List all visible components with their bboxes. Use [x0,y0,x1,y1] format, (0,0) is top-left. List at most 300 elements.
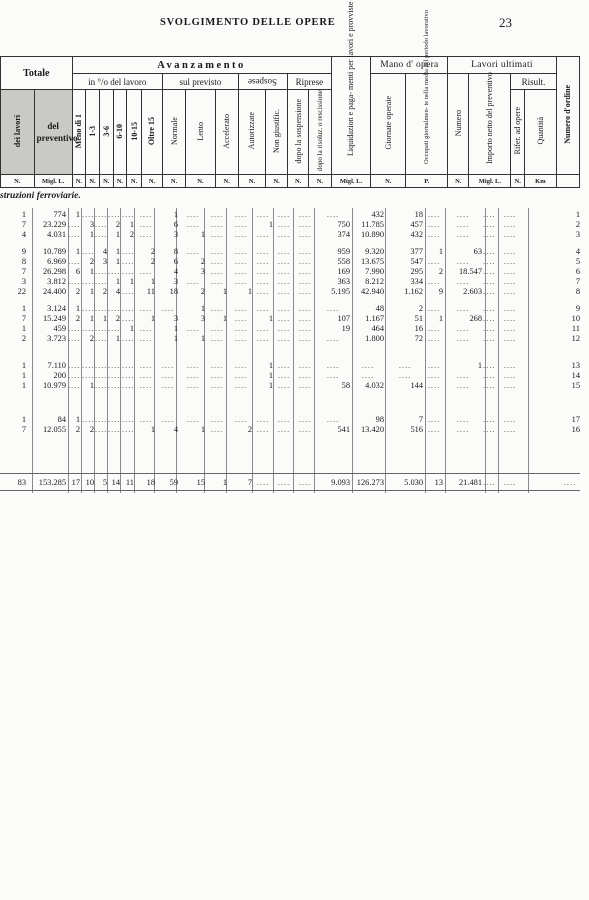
cell-imp: .... [456,415,470,424]
cell-p4: 1 [115,257,120,266]
cell-p1: .... [68,230,81,239]
cell-rif: .... [483,334,496,343]
cell-p2: 2 [89,425,94,434]
cell-rr: .... [298,324,312,333]
cell-ng: .... [256,230,270,239]
cell-occ: 72 [414,334,423,343]
cell-p5: .... [122,257,135,266]
cell-p2: .... [82,324,95,333]
unit-cell: N. [215,175,238,188]
col-autorizzate: Autorizzate [238,90,265,175]
unit-cell: Migl. L. [34,175,72,188]
col-normale: Normale [163,90,186,175]
cell-p6: 1 [150,425,155,434]
cell-aut: .... [234,334,248,343]
cell-p5: .... [122,425,135,434]
unit-cell [556,175,579,188]
cell-liq: 5.195 [331,287,350,296]
cell-occ: 18 [414,210,423,219]
cell-p5: .... [122,334,135,343]
cell-ng: .... [256,425,270,434]
cell-occ: 51 [414,314,423,323]
cell-lento: .... [186,210,200,219]
col-liquidazion: Liquidazion e paga- menti per lavori e provviste [331,57,371,175]
cell-acc: .... [210,257,224,266]
totals-rule [0,490,580,491]
cell-rif: .... [483,425,496,434]
cell-p3: .... [95,267,108,276]
col-group-avanzamento: Avanzamento [72,57,331,74]
cell-norm: 3 [173,314,178,323]
cell-p3: 2 [102,287,107,296]
cell-occ: 7 [418,415,423,424]
cell-aut: .... [234,220,248,229]
cell-ng: .... [256,478,270,487]
cell-gio: 48 [375,304,384,313]
cell-p2: .... [82,210,95,219]
col-rifer-ad-opere: Rifer. ad opere [511,90,525,175]
cell-num: .... [427,371,441,380]
cell-gio: 8.212 [365,277,384,286]
cell-n: 3 [21,277,26,286]
cell-ord: 11 [571,324,580,333]
cell-lento: .... [186,277,200,286]
col-dopo-sospensione: dopo la sospensione [288,90,309,175]
cell-liq: 750 [337,220,350,229]
cell-p6: 2 [150,247,155,256]
cell-p6: .... [139,334,153,343]
cell-p4: .... [108,415,121,424]
cell-gio: 42.940 [360,287,384,296]
cell-aut: 1 [247,287,252,296]
cell-occ: .... [398,361,412,370]
cell-imp: 21.481 [458,478,482,487]
col-dei-lavori: dei lavori [1,90,35,175]
totals-line [0,478,580,488]
cell-rs: .... [277,247,291,256]
cell-p5: .... [122,287,135,296]
table-row [0,267,580,277]
col-quantita: Quantità [525,90,557,175]
cell-aut: .... [234,267,248,276]
cell-p1: 1 [75,415,80,424]
cell-p3: .... [95,371,108,380]
cell-rr: .... [298,425,312,434]
col-group-riprese: Riprese [288,74,331,90]
cell-aut: 7 [247,478,252,487]
cell-p4: .... [108,304,121,313]
cell-lento: 15 [196,478,205,487]
cell-p3: .... [95,324,108,333]
cell-p2: 1 [89,381,94,390]
cell-lento: 2 [200,257,205,266]
cell-acc: .... [210,230,224,239]
cell-imp: .... [456,277,470,286]
cell-gio: 13.420 [360,425,384,434]
cell-p2: .... [82,371,95,380]
col-accelerato: Accelerato [215,90,238,175]
cell-acc: .... [210,425,224,434]
cell-gio: 432 [371,210,384,219]
col-6-10: 6-10 [113,90,127,175]
cell-rif: .... [483,247,496,256]
cell-ng: .... [256,334,270,343]
cell-aut: .... [234,314,248,323]
cell-p5: .... [122,415,135,424]
cell-rr: .... [298,210,312,219]
cell-lento: .... [186,324,200,333]
cell-tot: 3.812 [47,277,66,286]
cell-p6: .... [139,371,153,380]
cell-ord: .... [563,478,577,487]
cell-tot: 153.285 [38,478,66,487]
cell-p4: .... [108,267,121,276]
cell-p5: 1 [129,220,134,229]
cell-p3: .... [95,277,108,286]
cell-tot: 200 [53,371,66,380]
cell-norm: 59 [169,478,178,487]
cell-lento: 1 [200,334,205,343]
cell-ord: 16 [571,425,580,434]
cell-liq: 363 [337,277,350,286]
cell-ng: 1 [268,371,273,380]
cell-p1: .... [68,220,81,229]
cell-n: 22 [17,287,26,296]
cell-ord: 8 [575,287,580,296]
cell-p5: 11 [125,478,134,487]
cell-ng: 1 [268,220,273,229]
cell-n: 1 [21,210,26,219]
cell-p3: .... [95,334,108,343]
cell-n: 9 [21,247,26,256]
cell-tot: 84 [57,415,66,424]
cell-liq: 169 [337,267,350,276]
cell-rr: .... [298,277,312,286]
cell-rif: .... [483,324,496,333]
unit-cell: N. [238,175,265,188]
cell-occ: 5.030 [404,478,423,487]
cell-p2: 3 [89,220,94,229]
cell-liq: 558 [337,257,350,266]
page-number: 23 [499,15,512,30]
cell-p3: 5 [102,478,107,487]
cell-p4: .... [108,371,121,380]
cell-tot: 4.031 [47,230,66,239]
cell-p5: .... [122,247,135,256]
cell-p1: 1 [75,210,80,219]
unit-cell: N. [309,175,331,188]
cell-num: .... [427,381,441,390]
cell-p6: .... [139,304,153,313]
cell-qta: .... [503,334,517,343]
cell-norm: 6 [173,257,178,266]
cell-acc: .... [210,381,224,390]
cell-p2: .... [82,277,95,286]
cell-rs: .... [277,361,291,370]
cell-rif: .... [483,230,496,239]
cell-rs: .... [277,304,291,313]
cell-liq: .... [326,415,340,424]
cell-imp: .... [456,230,470,239]
cell-liq: 541 [337,425,350,434]
cell-tot: 15.249 [42,314,66,323]
cell-aut: .... [234,210,248,219]
cell-p5: .... [122,381,135,390]
cell-p3: .... [95,381,108,390]
table-row [0,415,580,425]
cell-norm: 3 [173,230,178,239]
unit-cell: Km [525,175,557,188]
cell-tot: 23.229 [42,220,66,229]
cell-num: .... [427,324,441,333]
cell-rr: .... [298,371,312,380]
cell-ord: 12 [571,334,580,343]
totals-rule [0,473,580,474]
cell-acc: .... [210,415,224,424]
cell-aut: .... [234,324,248,333]
table-row [0,247,580,257]
cell-qta: .... [503,478,517,487]
cell-p6: .... [139,210,153,219]
cell-p4: 4 [115,287,120,296]
cell-p6: 1 [150,277,155,286]
cell-p2: 1 [89,230,94,239]
cell-ng: .... [256,287,270,296]
cell-rs: .... [277,277,291,286]
cell-imp: .... [456,304,470,313]
cell-lento: .... [186,381,200,390]
cell-liq: .... [326,361,340,370]
cell-ng: .... [256,304,270,313]
cell-qta: .... [503,277,517,286]
cell-p4: 1 [115,334,120,343]
cell-p4: .... [108,324,121,333]
cell-tot: 10.979 [42,381,66,390]
cell-ord: 5 [575,257,580,266]
cell-p4: .... [108,210,121,219]
cell-ng: 1 [268,361,273,370]
cell-p6: 2 [150,257,155,266]
cell-rr: .... [298,267,312,276]
cell-gio: 98 [375,415,384,424]
cell-gio: .... [361,371,375,380]
cell-liq: 374 [337,230,350,239]
cell-imp: 1 [477,361,482,370]
cell-aut: .... [234,247,248,256]
table-row [0,425,580,435]
cell-rif: .... [483,287,496,296]
cell-p5: 2 [129,230,134,239]
cell-rif: .... [483,361,496,370]
cell-rif: .... [483,371,496,380]
cell-norm: 8 [173,247,178,256]
unit-cell: N. [127,175,142,188]
cell-occ: 144 [410,381,423,390]
table-row [0,324,580,334]
cell-gio: 7.990 [365,267,384,276]
cell-ng: .... [256,210,270,219]
col-1-3: 1-3 [86,90,100,175]
cell-p4: .... [108,381,121,390]
cell-acc: .... [210,361,224,370]
cell-p5: .... [122,267,135,276]
cell-p5: .... [122,361,135,370]
unit-cell: N. [163,175,186,188]
cell-gio: 1.800 [365,334,384,343]
col-dopo-risoluz: dopo la risoluz. o rescissione [309,90,331,175]
cell-p1: 17 [71,478,80,487]
cell-p2: 1 [89,267,94,276]
cell-aut: .... [234,361,248,370]
cell-p2: 1 [89,287,94,296]
cell-norm: 1 [173,334,178,343]
cell-rs: .... [277,267,291,276]
cell-p1: .... [68,361,81,370]
cell-qta: .... [503,220,517,229]
cell-gio: 464 [371,324,384,333]
cell-p4: 1 [115,230,120,239]
table-row [0,230,580,240]
cell-tot: 6.969 [47,257,66,266]
cell-qta: .... [503,287,517,296]
cell-ng: .... [256,257,270,266]
cell-p1: 2 [75,287,80,296]
cell-imp: 2.603 [463,287,482,296]
cell-rs: .... [277,334,291,343]
cell-p3: .... [95,220,108,229]
cell-rif: .... [483,314,496,323]
cell-n: 4 [21,230,26,239]
cell-ord: 14 [571,371,580,380]
cell-n: 1 [21,415,26,424]
cell-rs: .... [277,415,291,424]
cell-tot: 3.723 [47,334,66,343]
cell-rs: .... [277,381,291,390]
cell-p2: .... [82,415,95,424]
cell-gio: .... [361,361,375,370]
cell-n: 1 [21,381,26,390]
cell-rs: .... [277,324,291,333]
cell-qta: .... [503,371,517,380]
cell-norm: .... [161,371,175,380]
cell-p1: 6 [75,267,80,276]
cell-ng: .... [256,415,270,424]
cell-ng: .... [256,247,270,256]
cell-p1: 2 [75,425,80,434]
cell-liq: 58 [341,381,350,390]
cell-occ: 457 [410,220,423,229]
cell-acc: .... [210,267,224,276]
cell-p2: 10 [85,478,94,487]
cell-acc: 1 [222,314,227,323]
cell-qta: .... [503,247,517,256]
cell-tot: 26.298 [42,267,66,276]
cell-p1: .... [68,334,81,343]
cell-aut: .... [234,277,248,286]
cell-rif: .... [483,478,496,487]
cell-imp: .... [456,220,470,229]
cell-gio: 13.675 [360,257,384,266]
col-group-totale: Totale [1,57,73,90]
cell-qta: .... [503,381,517,390]
col-group-sul-previsto: sul previsto [163,74,239,90]
cell-gio: 11.785 [361,220,384,229]
unit-cell: N. [266,175,288,188]
cell-rif: .... [483,267,496,276]
cell-norm: 4 [173,267,178,276]
col-group-sospese: Sospese [238,74,287,90]
cell-imp: .... [456,381,470,390]
cell-p1: .... [68,324,81,333]
cell-p3: .... [95,304,108,313]
cell-p2: .... [82,304,95,313]
cell-qta: .... [503,210,517,219]
cell-num: .... [427,425,441,434]
cell-norm: .... [161,361,175,370]
section-title: struzioni ferroviarie. [0,191,81,201]
cell-p4: 1 [115,277,120,286]
cell-ng: .... [256,267,270,276]
unit-cell: Migl. L. [469,175,511,188]
cell-rr: .... [298,230,312,239]
col-importo-netto: Importo netto del preventivo [469,74,511,175]
cell-num: .... [427,415,441,424]
unit-cell: N. [288,175,309,188]
cell-tot: 10.789 [42,247,66,256]
col-group-mano-opera: Mano d' opera [371,57,448,74]
table-row [0,257,580,267]
cell-p3: .... [95,415,108,424]
cell-rs: .... [277,210,291,219]
cell-ng: 1 [268,314,273,323]
cell-imp: 268 [469,314,482,323]
cell-ord: 7 [575,277,580,286]
cell-p6: .... [139,230,153,239]
cell-rr: .... [298,415,312,424]
cell-p1: .... [68,277,81,286]
cell-rs: .... [277,230,291,239]
cell-aut: .... [234,257,248,266]
cell-lento: 1 [200,230,205,239]
cell-p1: .... [68,371,81,380]
unit-cell: N. [113,175,127,188]
table-row [0,220,580,230]
unit-cell: N. [99,175,113,188]
cell-p3: .... [95,425,108,434]
col-group-risult: Risult. [511,74,556,90]
cell-norm: .... [161,381,175,390]
cell-imp: .... [456,334,470,343]
table-row [0,381,580,391]
cell-p5: 1 [129,324,134,333]
cell-lento: .... [186,220,200,229]
cell-rr: .... [298,334,312,343]
cell-qta: .... [503,267,517,276]
cell-imp: 63 [473,247,482,256]
cell-p6: .... [139,267,153,276]
unit-cell: N. [511,175,525,188]
cell-p4: .... [108,361,121,370]
cell-p3: .... [95,361,108,370]
cell-p1: 2 [75,314,80,323]
cell-p6: .... [139,415,153,424]
cell-rr: .... [298,257,312,266]
cell-acc: .... [210,304,224,313]
cell-occ: 1.162 [404,287,423,296]
cell-aut: .... [234,381,248,390]
cell-liq: .... [326,371,340,380]
cell-rif: .... [483,277,496,286]
